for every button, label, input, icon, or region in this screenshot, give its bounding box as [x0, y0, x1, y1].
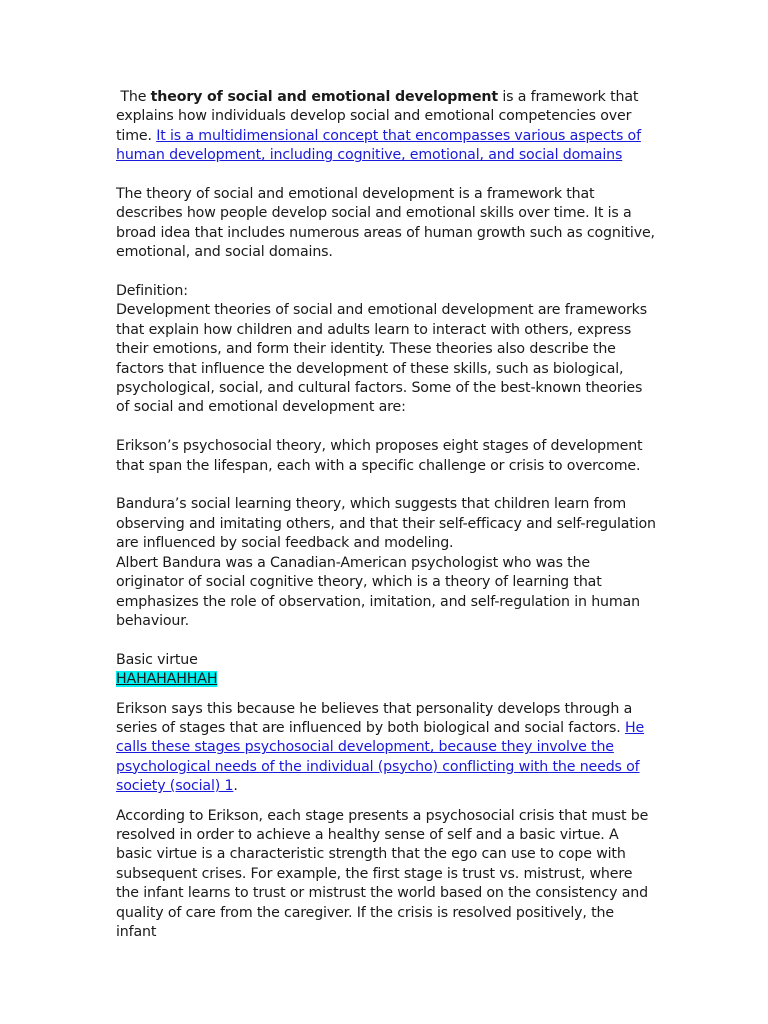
highlight-line: [116, 670, 656, 689]
definition-label: Definition:: [116, 283, 188, 300]
intro-paragraph: [116, 88, 656, 166]
intro-link[interactable]: It is a multidimensional concept that encompasses various aspects of human development, including cognitive, emotional, and social domains: [116, 127, 641, 164]
albert-bandura-paragraph: Albert Bandura was a Canadian-American psychologist who was the originator of social cognitive theory, which is a theory of learning that emphasizes the role of observation, imitation, and self-regulation in human behaviour.: [116, 554, 640, 629]
document-body: [116, 88, 656, 942]
psychosocial-link[interactable]: He calls these stages psychosocial development, because they involve the psychological needs of the individual (psycho) conflicting with the needs of society (social) 1: [116, 719, 645, 795]
definition-paragraph: Development theories of social and emotional development are frameworks that explain how children and adults learn to interact with others, express their emotions, and form their identity. These theories also describe the factors that influence the development of these skills, such as biological, psychological, social, and cultural factors. Some of the best-known theories of social and emotional development are:: [116, 302, 647, 416]
highlighted-text: HAHAHAHHAH: [116, 671, 218, 688]
intro-bold-term: theory of social and emotional development: [150, 89, 498, 105]
erikson-explanation-paragraph: [116, 700, 656, 797]
intro-lead: The: [120, 89, 151, 105]
bandura-paragraph: Bandura’s social learning theory, which suggests that children learn from observing and imitating others, and that their self-efficacy and self-regulation are influenced by social feedback and modeling.: [116, 496, 656, 552]
erikson-explanation-text: Erikson says this because he believes that personality develops through a series of stages that are influenced by both biological and social factors.: [116, 700, 633, 736]
crisis-paragraph: According to Erikson, each stage presents a psychosocial crisis that must be resolved in order to achieve a healthy sense of self and a basic virtue. A basic virtue is a characteristic strength that the ego can use to cope with subsequent crises. For example, the first stage is trust vs. mistrust, where the infant learns to trust or mistrust the world based on the consistency and quality of care from the caregiver. If the crisis is resolved positively, the infant: [116, 807, 649, 940]
erikson-paragraph: Erikson’s psychosocial theory, which proposes eight stages of development that span the lifespan, each with a specific challenge or crisis to overcome.: [116, 438, 643, 474]
basic-virtue-label: Basic virtue: [116, 651, 198, 668]
erikson-explanation-end: .: [233, 778, 238, 795]
summary-paragraph: The theory of social and emotional development is a framework that describes how people develop social and emotional skills over time. It is a broad idea that includes numerous areas of human growth such as cognitive, emotional, and social domains.: [116, 186, 655, 261]
intro-text: is a framework that explains how individuals develop social and emotional competencies over time.: [116, 89, 639, 144]
